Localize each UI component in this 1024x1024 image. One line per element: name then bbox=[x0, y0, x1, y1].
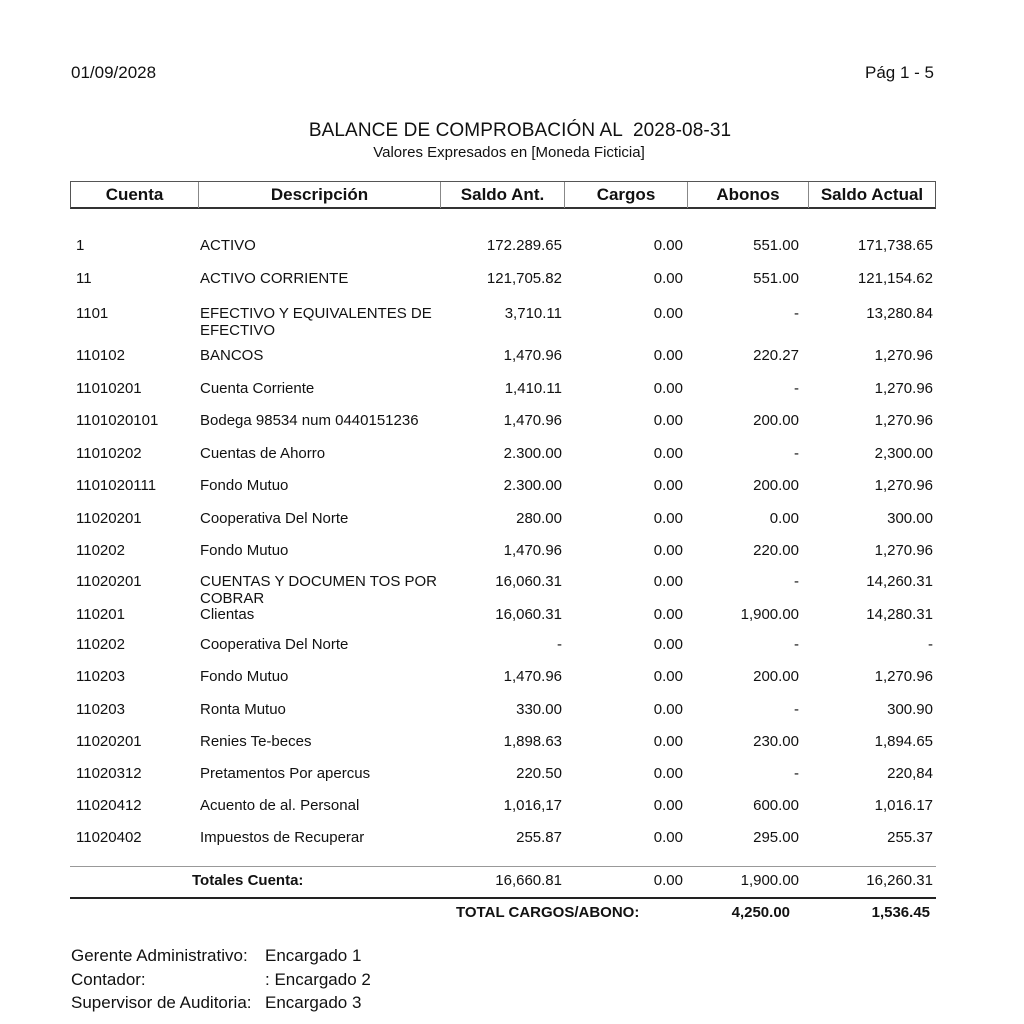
saldo-actual: 300.00 bbox=[887, 510, 933, 527]
abonos: - bbox=[794, 765, 799, 782]
column-header-abonos: Abonos bbox=[688, 182, 809, 208]
saldo-anterior: 1,410.11 bbox=[504, 380, 562, 397]
signature-contador bbox=[71, 970, 371, 990]
signature-name: : Encargado 2 bbox=[265, 970, 371, 989]
cargos: 0.00 bbox=[653, 270, 683, 287]
report-subtitle: Valores Expresados en [Moneda Ficticia] bbox=[373, 144, 645, 161]
account-code: 11020312 bbox=[76, 765, 142, 782]
abonos: - bbox=[794, 445, 799, 462]
abonos: - bbox=[794, 636, 799, 653]
cargos: 0.00 bbox=[653, 573, 683, 590]
table-header bbox=[70, 181, 936, 209]
grand-total-divider bbox=[70, 897, 936, 899]
saldo-actual: - bbox=[928, 636, 933, 653]
saldo-actual: 2,300.00 bbox=[874, 445, 933, 462]
account-description: Fondo Mutuo bbox=[200, 668, 289, 685]
cargos: 0.00 bbox=[653, 765, 683, 782]
grand-total-cargos: 4,250.00 bbox=[731, 904, 790, 921]
saldo-anterior: 172.289.65 bbox=[486, 237, 562, 254]
abonos: - bbox=[794, 701, 799, 718]
saldo-actual: 14,280.31 bbox=[866, 606, 933, 623]
column-header-saldo-actual: Saldo Actual bbox=[820, 185, 924, 204]
abonos: 600.00 bbox=[753, 797, 799, 814]
signature-role: Contador: bbox=[71, 970, 146, 989]
cargos: 0.00 bbox=[653, 305, 683, 322]
saldo-anterior: 16,060.31 bbox=[495, 606, 562, 623]
cargos: 0.00 bbox=[653, 510, 683, 527]
saldo-actual: 1,270.96 bbox=[874, 347, 933, 364]
account-description: Cooperativa Del Norte bbox=[200, 510, 349, 527]
account-code: 110202 bbox=[76, 636, 125, 653]
saldo-anterior: 16,060.31 bbox=[495, 573, 562, 590]
saldo-anterior: 2.300.00 bbox=[503, 445, 562, 462]
account-description: ACTIVO CORRIENTE bbox=[200, 270, 349, 287]
saldo-anterior: 3,710.11 bbox=[504, 305, 562, 322]
abonos: 220.00 bbox=[753, 542, 799, 559]
abonos: 0.00 bbox=[769, 510, 799, 527]
abonos: - bbox=[794, 380, 799, 397]
saldo-anterior: 255.87 bbox=[516, 829, 562, 846]
saldo-actual: 1,894.65 bbox=[874, 733, 933, 750]
abonos: 200.00 bbox=[753, 412, 799, 429]
abonos: 1,900.00 bbox=[740, 606, 799, 623]
account-description: Fondo Mutuo bbox=[200, 542, 289, 559]
account-description: Cuenta Corriente bbox=[200, 380, 315, 397]
cargos: 0.00 bbox=[653, 701, 683, 718]
signature-gerente bbox=[71, 946, 362, 966]
totals-divider bbox=[70, 866, 936, 867]
saldo-anterior: 220.50 bbox=[516, 765, 562, 782]
totals-label: Totales Cuenta: bbox=[192, 872, 304, 889]
totals-saldo-actual: 16,260.31 bbox=[866, 872, 933, 889]
account-description: CUENTAS Y DOCUMEN TOS POR COBRAR bbox=[200, 573, 437, 607]
cargos: 0.00 bbox=[653, 829, 683, 846]
saldo-actual: 121,154.62 bbox=[857, 270, 933, 287]
abonos: 220.27 bbox=[753, 347, 799, 364]
cargos: 0.00 bbox=[653, 477, 683, 494]
abonos: 551.00 bbox=[753, 270, 799, 287]
signature-supervisor bbox=[71, 993, 362, 1013]
cargos: 0.00 bbox=[653, 237, 683, 254]
account-code: 1101020111 bbox=[76, 477, 157, 494]
account-description: Clientas bbox=[200, 606, 255, 623]
account-code: 11020201 bbox=[76, 573, 142, 590]
cargos: 0.00 bbox=[653, 797, 683, 814]
account-description: ACTIVO bbox=[200, 237, 256, 254]
totals-abonos: 1,900.00 bbox=[740, 872, 799, 889]
page-number: Pág 1 - 5 bbox=[865, 63, 934, 82]
account-code: 11020201 bbox=[76, 510, 142, 527]
column-header-descripcion: Descripción bbox=[199, 182, 441, 208]
signature-role: Supervisor de Auditoria: bbox=[71, 993, 252, 1012]
saldo-anterior: 121,705.82 bbox=[486, 270, 562, 287]
saldo-anterior: - bbox=[557, 636, 562, 653]
saldo-anterior: 1,470.96 bbox=[503, 412, 562, 429]
account-code: 1 bbox=[76, 237, 85, 254]
saldo-actual: 1,270.96 bbox=[874, 380, 933, 397]
account-code: 1101020101 bbox=[76, 412, 159, 429]
account-code: 11010202 bbox=[76, 445, 142, 462]
signature-name: Encargado 3 bbox=[265, 993, 362, 1012]
signature-role: Gerente Administrativo: bbox=[71, 946, 248, 965]
account-code: 110201 bbox=[76, 606, 125, 623]
column-header-cuenta: Cuenta bbox=[71, 182, 199, 208]
saldo-anterior: 1,470.96 bbox=[503, 347, 562, 364]
account-description: Pretamentos Por apercus bbox=[200, 765, 371, 782]
account-code: 11020201 bbox=[76, 733, 142, 750]
account-description: Renies Te-beces bbox=[200, 733, 312, 750]
saldo-actual: 255.37 bbox=[887, 829, 933, 846]
account-description: Acuento de al. Personal bbox=[200, 797, 360, 814]
report-date: 01/09/2028 bbox=[71, 63, 157, 82]
abonos: 200.00 bbox=[753, 668, 799, 685]
saldo-anterior: 280.00 bbox=[516, 510, 562, 527]
abonos: 230.00 bbox=[753, 733, 799, 750]
account-description: Bodega 98534 num 0440151236 bbox=[200, 412, 419, 429]
account-code: 11010201 bbox=[76, 380, 142, 397]
saldo-anterior: 330.00 bbox=[516, 701, 562, 718]
saldo-anterior: 1,016,17 bbox=[503, 797, 562, 814]
account-description: Cuentas de Ahorro bbox=[200, 445, 326, 462]
account-description: Impuestos de Recuperar bbox=[200, 829, 365, 846]
account-code: 11020412 bbox=[76, 797, 142, 814]
account-description: Cooperativa Del Norte bbox=[200, 636, 349, 653]
abonos: 200.00 bbox=[753, 477, 799, 494]
saldo-actual: 220,84 bbox=[887, 765, 933, 782]
saldo-actual: 1,270.96 bbox=[874, 477, 933, 494]
account-code: 110203 bbox=[76, 701, 125, 718]
cargos: 0.00 bbox=[653, 445, 683, 462]
grand-total-label: TOTAL CARGOS/ABONO: bbox=[456, 904, 640, 921]
abonos: - bbox=[794, 305, 799, 322]
saldo-actual: 300.90 bbox=[887, 701, 933, 718]
saldo-actual: 14,260.31 bbox=[866, 573, 933, 590]
signature-name: Encargado 1 bbox=[265, 946, 362, 965]
column-header-saldo-ant: Saldo Ant. bbox=[441, 182, 565, 208]
saldo-anterior: 1,470.96 bbox=[503, 668, 562, 685]
account-code: 11 bbox=[76, 270, 92, 287]
account-code: 11020402 bbox=[76, 829, 142, 846]
account-code: 110102 bbox=[76, 347, 125, 364]
abonos: 295.00 bbox=[753, 829, 799, 846]
cargos: 0.00 bbox=[653, 636, 683, 653]
cargos: 0.00 bbox=[653, 606, 683, 623]
saldo-actual: 13,280.84 bbox=[866, 305, 933, 322]
saldo-actual: 1,016.17 bbox=[874, 797, 933, 814]
cargos: 0.00 bbox=[653, 668, 683, 685]
account-code: 1101 bbox=[76, 305, 109, 322]
totals-saldo-ant: 16,660.81 bbox=[495, 872, 562, 889]
cargos: 0.00 bbox=[653, 733, 683, 750]
column-header-cargos: Cargos bbox=[565, 182, 688, 208]
account-code: 110202 bbox=[76, 542, 125, 559]
saldo-actual: 171,738.65 bbox=[857, 237, 933, 254]
saldo-anterior: 1,898.63 bbox=[503, 733, 562, 750]
account-description: BANCOS bbox=[200, 347, 264, 364]
account-code: 110203 bbox=[76, 668, 125, 685]
account-description: Fondo Mutuo bbox=[200, 477, 289, 494]
report-title: BALANCE DE COMPROBACIÓN AL 2028-08-31 bbox=[308, 120, 732, 141]
cargos: 0.00 bbox=[653, 347, 683, 364]
totals-cargos: 0.00 bbox=[653, 872, 683, 889]
saldo-anterior: 1,470.96 bbox=[503, 542, 562, 559]
grand-total-abonos: 1,536.45 bbox=[871, 904, 930, 921]
cargos: 0.00 bbox=[653, 542, 683, 559]
cargos: 0.00 bbox=[653, 380, 683, 397]
abonos: 551.00 bbox=[753, 237, 799, 254]
saldo-actual: 1,270.96 bbox=[874, 668, 933, 685]
abonos: - bbox=[794, 573, 799, 590]
saldo-actual: 1,270.96 bbox=[874, 412, 933, 429]
cargos: 0.00 bbox=[653, 412, 683, 429]
saldo-actual: 1,270.96 bbox=[874, 542, 933, 559]
saldo-anterior: 2.300.00 bbox=[503, 477, 562, 494]
account-description: Ronta Mutuo bbox=[200, 701, 286, 718]
account-description: EFECTIVO Y EQUIVALENTES DE EFECTIVO bbox=[200, 305, 432, 339]
